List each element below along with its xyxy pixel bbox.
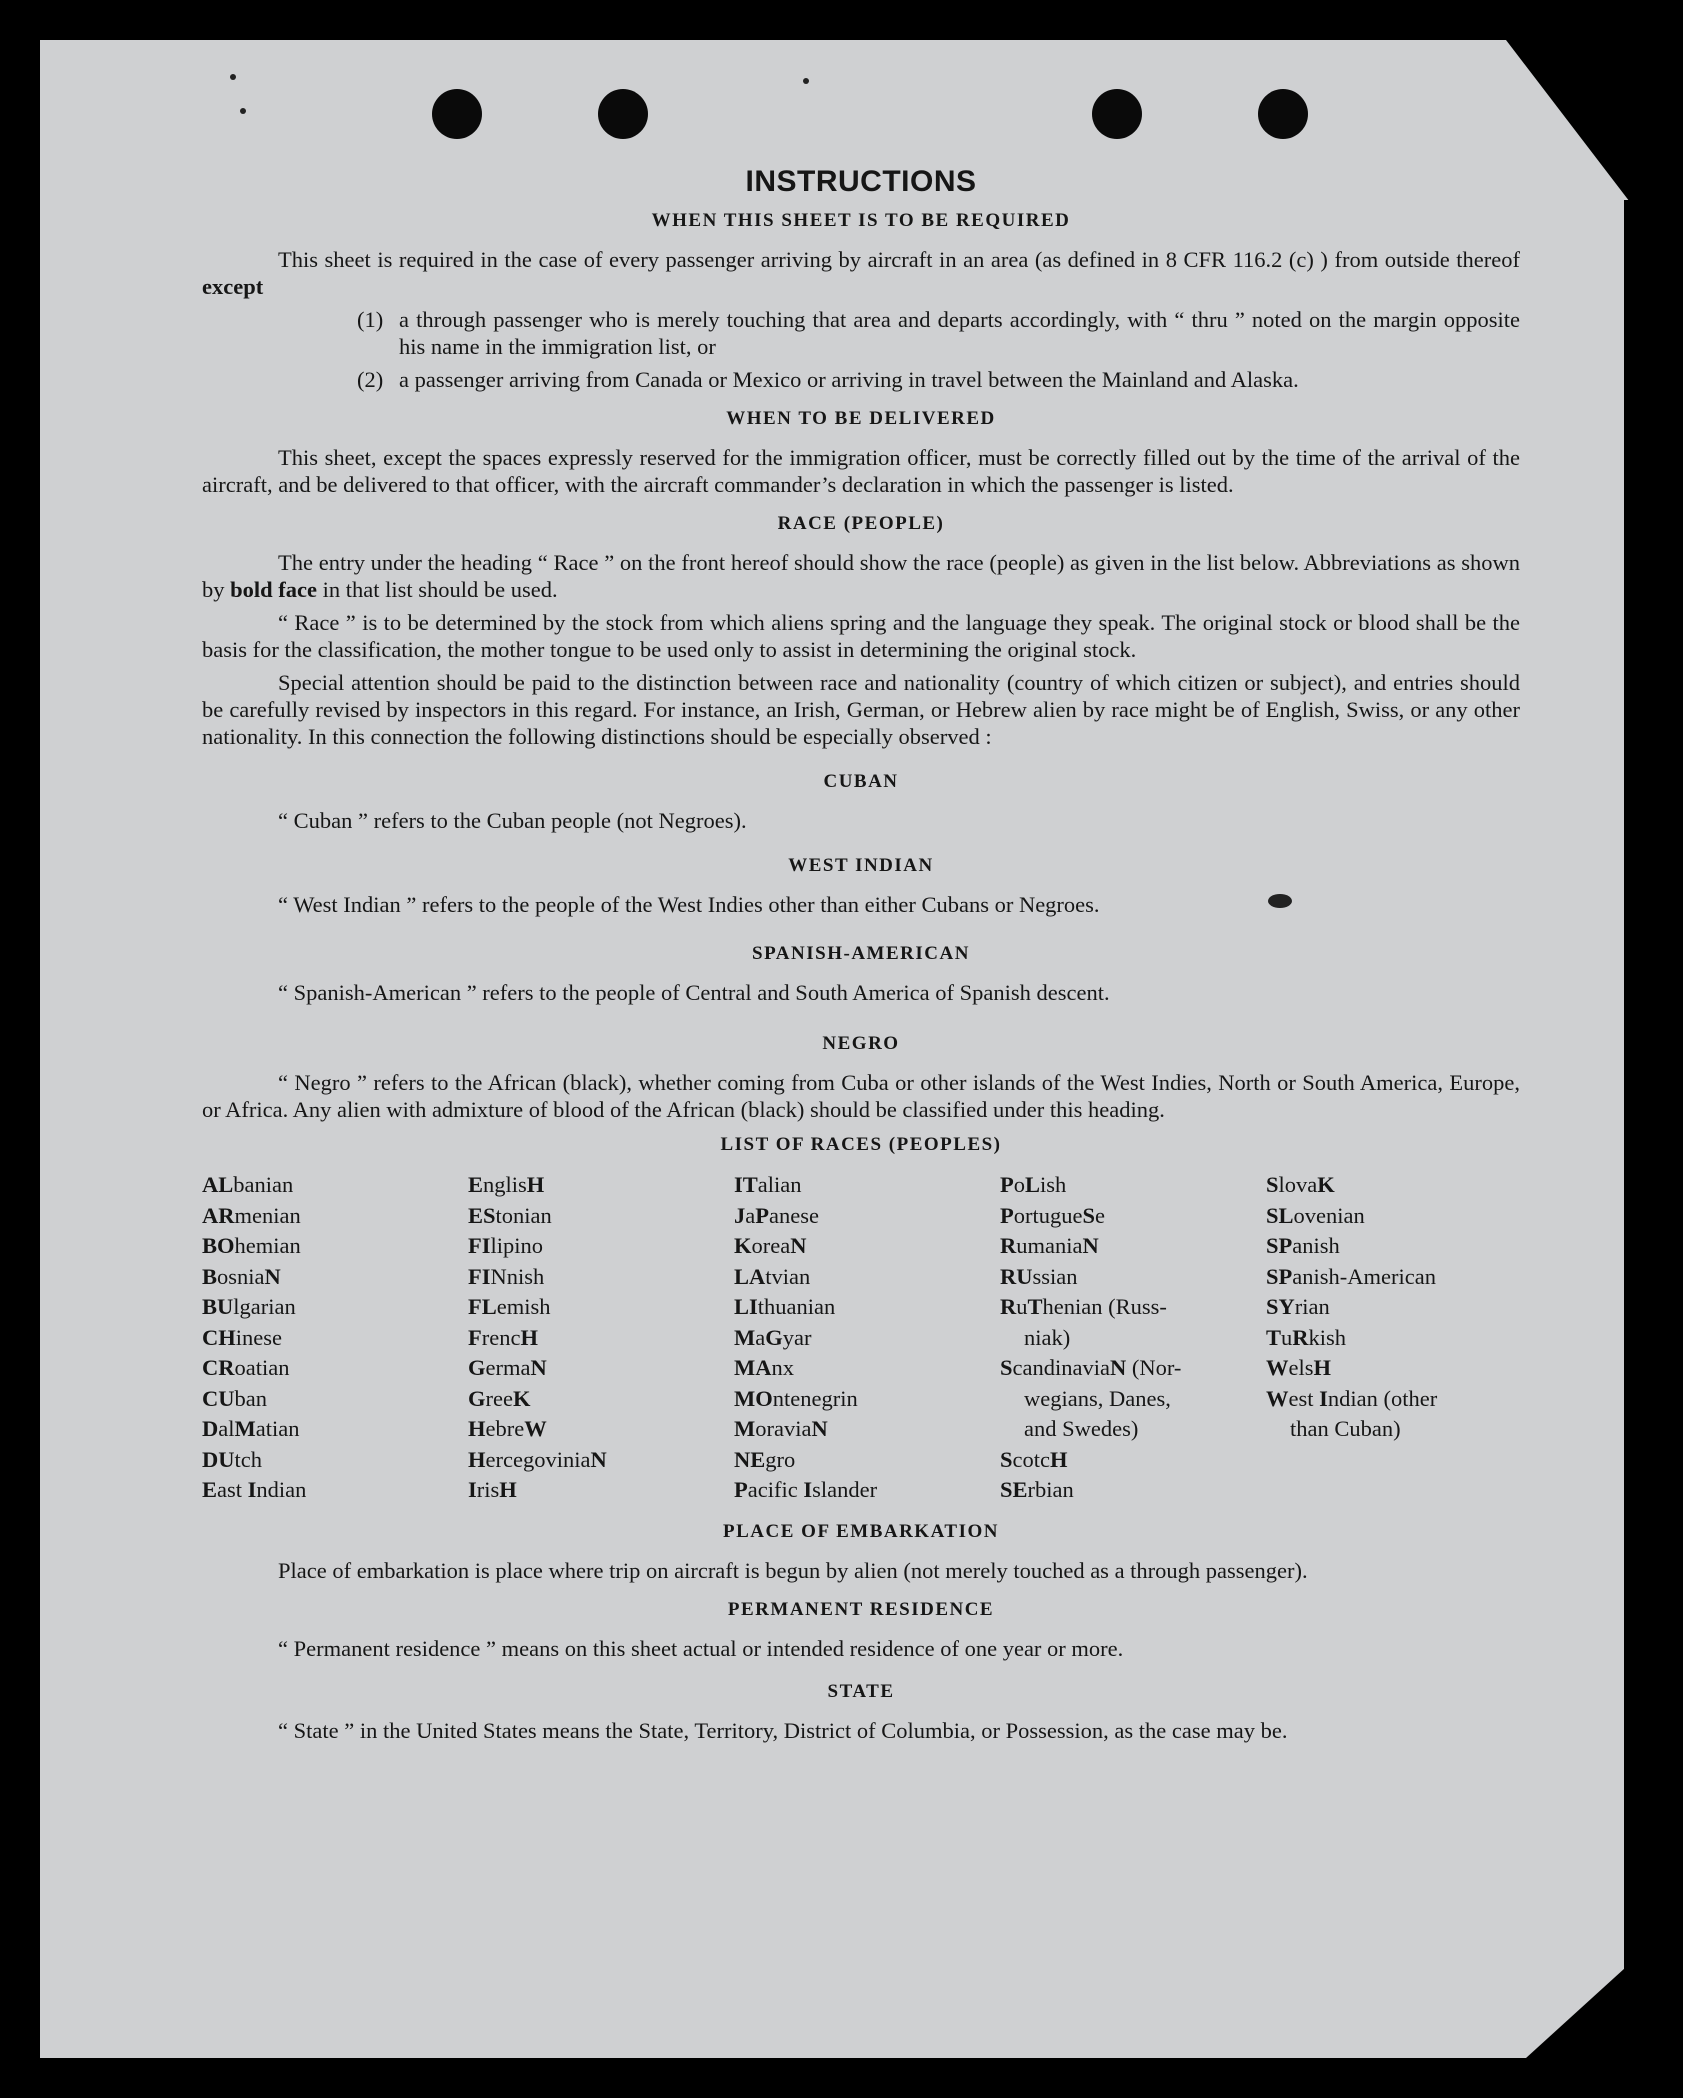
abbrev-letters: P [755,1202,769,1228]
abbrev-letters: W [1266,1385,1289,1411]
race-entry [1266,1353,1520,1384]
torn-edge [1624,200,1636,2050]
paragraph [202,549,1520,603]
race-entry [468,1384,734,1415]
race-text: (Nor- [1126,1355,1182,1380]
race-text: lipino [490,1233,544,1258]
section-heading: SPANISH-AMERICAN [752,943,970,964]
section-heading: NEGRO [822,1033,900,1054]
race-entry [468,1292,734,1323]
text: The entry under the heading “ Race ” on the front hereof should show the race (people) as given in the list below. Abbreviations as shown by [202,550,1520,602]
abbrev-letters: P [1000,1202,1014,1228]
abbrev-letters: FI [468,1233,491,1258]
abbrev-letters: CR [202,1355,235,1380]
abbrev-letters: K [734,1233,752,1258]
race-text: osnia [217,1263,265,1289]
paragraph [202,246,1520,300]
abbrev-letters: AR [202,1202,235,1228]
paragraph: “ Permanent residence ” means on this sheet actual or intended residence of one year or more. [278,1635,1124,1661]
abbrev-letters: LI [734,1294,758,1319]
race-text: ast [217,1477,248,1502]
abbrev-letters: K [1317,1172,1335,1197]
punch-hole [432,89,482,139]
race-text: henian (Russ- [1042,1294,1167,1319]
abbrev-letters: H [1313,1355,1332,1380]
abbrev-letters: NE [734,1446,766,1472]
race-entry [734,1353,1000,1384]
race-entry [1000,1445,1266,1476]
speck [240,108,246,114]
section-heading: WHEN THIS SHEET IS TO BE REQUIRED [651,210,1071,231]
abbrev-letters: RU [1000,1263,1033,1289]
race-entry [202,1292,468,1323]
section-heading: PERMANENT RESIDENCE [727,1598,995,1620]
race-text: anish-American [1292,1263,1436,1289]
race-entry [468,1445,734,1476]
race-column [202,1170,468,1506]
item-number: (2) [357,367,384,392]
race-text: niak) [1024,1324,1071,1350]
abbrev-letters: SL [1266,1202,1294,1228]
race-entry [468,1475,734,1506]
race-text: oravia [755,1416,812,1441]
abbrev-letters: N [590,1446,607,1472]
race-text: tonian [495,1202,552,1228]
race-text: ish [1040,1172,1067,1197]
abbrev-letters: FL [468,1294,497,1319]
torn-corner [1506,40,1636,210]
race-text: gro [765,1446,796,1472]
race-text: ris [476,1477,500,1502]
race-text: renc [481,1324,521,1350]
race-entry [1000,1384,1266,1415]
abbrev-letters: IT [734,1172,758,1197]
race-entry [202,1353,468,1384]
race-entry [1000,1353,1266,1384]
race-entry [468,1414,734,1445]
abbrev-letters: N [1109,1355,1127,1380]
abbrev-letters: LA [734,1263,766,1289]
race-text: banian [233,1172,294,1197]
race-text: than Cuban) [1290,1416,1401,1441]
abbrev-letters: M [234,1416,256,1441]
abbrev-letters: BO [202,1233,235,1258]
race-text: ndian (other [1327,1385,1438,1411]
race-text: els [1288,1355,1314,1380]
race-text: anish [1292,1233,1340,1258]
item-number: (1) [357,307,384,332]
abbrev-letters: S [1266,1172,1279,1197]
race-entry [734,1445,1000,1476]
paragraph: “ Cuban ” refers to the Cuban people (not Negroes). [278,808,747,833]
race-entry [734,1292,1000,1323]
abbrev-letters: W [1266,1355,1289,1380]
races-list [202,1170,1520,1506]
abbrev-letters: I [247,1477,257,1502]
race-entry [1266,1384,1520,1415]
race-text: a [755,1324,766,1350]
race-text: emish [496,1294,551,1319]
race-entry [1266,1262,1520,1293]
race-text: tvian [765,1263,811,1289]
race-column [1266,1170,1520,1506]
text: in that list should be used. [322,577,558,602]
abbrev-letters: MA [734,1355,772,1380]
race-text: lova [1278,1172,1318,1197]
race-text: yar [782,1324,812,1350]
race-text: and Swedes) [1024,1416,1139,1441]
race-text: candinavia [1012,1355,1110,1380]
abbrev-letters: R [1000,1233,1017,1258]
abbrev-letters: G [468,1355,486,1380]
abbrev-letters: FI [468,1263,491,1289]
race-text: rbian [1027,1477,1074,1502]
race-text: al [218,1416,235,1441]
race-entry [468,1170,734,1201]
paragraph: “ Race ” is to be determined by the stock from which aliens spring and the language they speak. The original stock or blood shall be the basis for the classification, the mother tongue to be used only to assist in determining the original stock. [202,610,1520,662]
abbrev-letters: L [1025,1172,1041,1197]
race-text: atian [255,1416,300,1441]
race-entry [1000,1201,1266,1232]
abbrev-letters: N [790,1233,807,1258]
race-text: ndian [256,1477,307,1502]
race-entry [202,1414,468,1445]
race-entry [1266,1170,1520,1201]
race-text: lgarian [233,1294,296,1319]
abbrev-letters: I [1319,1385,1328,1411]
race-text: alian [757,1172,802,1197]
race-entry [1266,1231,1520,1262]
abbrev-letters: B [202,1263,218,1289]
race-entry [734,1231,1000,1262]
race-entry [202,1384,468,1415]
race-entry [202,1170,468,1201]
abbrev-letters: M [734,1416,756,1441]
abbrev-letters: R [1000,1294,1017,1319]
abbrev-letters: H [526,1172,545,1197]
race-entry [1266,1201,1520,1232]
section-heading: WHEN TO BE DELIVERED [726,408,996,429]
race-text: ovenian [1293,1202,1365,1228]
abbrev-letters: MO [734,1385,773,1411]
race-text: tch [234,1446,262,1472]
page-title: INSTRUCTIONS [745,165,977,198]
race-text: kish [1308,1324,1347,1350]
item-text: a passenger arriving from Canada or Mexico or arriving in travel between the Mainland and Alaska. [399,367,1299,392]
race-entry [1266,1292,1520,1323]
race-entry [1000,1414,1266,1445]
abbrev-letters: E [468,1172,484,1197]
abbrev-letters: E [202,1477,218,1502]
abbrev-letters: SP [1266,1233,1293,1258]
abbrev-letters: R [1292,1324,1309,1350]
paragraph: “ State ” in the United States means the State, Territory, District of Columbia, or Possession, as the case may be. [278,1717,1288,1743]
race-text: ortugue [1013,1202,1083,1228]
race-text: nx [771,1355,794,1380]
race-text: ntenegrin [772,1385,858,1411]
race-entry [734,1262,1000,1293]
race-entry [734,1323,1000,1354]
abbrev-letters: P [734,1477,748,1502]
race-entry [1000,1292,1266,1323]
section-heading: WEST INDIAN [788,855,934,876]
section-heading: PLACE OF EMBARKATION [723,1520,999,1542]
race-text: anese [769,1202,819,1228]
race-text: thuanian [757,1294,836,1319]
race-entry [202,1445,468,1476]
race-column [734,1170,1000,1506]
race-text: o [1013,1172,1025,1197]
abbrev-letters: K [512,1385,531,1411]
race-entry [1000,1231,1266,1262]
paragraph: Place of embarkation is place where trip on aircraft is begun by alien (not merely touched as a through passenger). [278,1557,1308,1583]
paragraph: Special attention should be paid to the distinction between race and nationality (country of which citizen or subject), and entries should be carefully revised by inspectors in this regard. For instance, an Irish, German, or Hebrew alien by race might be of English, Swiss, or any other nationality. In this connection the following distinctions should be especially observed : [202,670,1520,749]
punch-hole [1092,89,1142,139]
race-text: u [1016,1294,1028,1319]
section-heading: CUBAN [823,771,899,792]
paragraph: “ Spanish-American ” refers to the people of Central and South America of Spanish descent. [278,980,1110,1005]
race-entry [202,1201,468,1232]
abbrev-letters: DU [202,1446,235,1472]
race-entry [1000,1323,1266,1354]
folded-corner [1526,1958,1636,2058]
race-entry [468,1323,734,1354]
abbrev-letters: S [1082,1202,1095,1228]
race-text: umania [1016,1233,1083,1258]
abbrev-letters: J [734,1202,746,1228]
text: This sheet is required in the case of every passenger arriving by aircraft in an area (as defined in 8 CFR 116.2 (c) ) from outside thereof [278,247,1520,272]
race-entry [734,1475,1000,1506]
abbrev-letters: I [468,1477,477,1502]
race-entry [468,1262,734,1293]
abbrev-letters: H [520,1324,538,1350]
race-text: ban [234,1385,267,1411]
abbrev-letters: T [1027,1294,1043,1319]
abbrev-letters: D [202,1416,219,1441]
instructions-content [202,165,1520,1750]
abbrev-letters: H [499,1477,517,1502]
race-column [468,1170,734,1506]
abbrev-letters: ES [468,1202,496,1228]
race-entry [202,1231,468,1262]
race-text: acific [747,1477,804,1502]
race-text: est [1288,1385,1320,1411]
abbrev-letters: SE [1000,1477,1028,1502]
abbrev-letters: BU [202,1294,234,1319]
abbrev-letters: SY [1266,1294,1295,1319]
item-text: a through passenger who is merely touching that area and departs accordingly, with “ thru ” noted on the margin opposite his name in the immigration list, or [399,307,1520,359]
section-heading: LIST OF RACES (PEOPLES) [720,1134,1002,1155]
speck [803,78,809,84]
race-text: e [1095,1202,1105,1228]
abbrev-letters: H [1050,1446,1068,1472]
abbrev-letters: H [468,1416,486,1441]
race-text: rian [1294,1294,1330,1319]
abbrev-letters: CH [202,1324,236,1350]
abbrev-letters: G [765,1324,783,1350]
race-text: u [1281,1324,1293,1350]
bold-text: bold face [230,577,317,602]
bold-text: except [202,274,264,299]
abbrev-letters: N [1082,1233,1099,1258]
race-text: ercegovinia [485,1446,591,1472]
race-text: inese [235,1324,282,1350]
abbrev-letters: H [468,1446,486,1472]
paragraph: “ Negro ” refers to the African (black), whether coming from Cuba or other islands of the West Indies, North or South America, Europe, or Africa. Any alien with admixture of blood of the African (black) should be classified under this heading. [202,1070,1520,1122]
abbrev-letters: N [530,1355,547,1380]
race-entry [1266,1414,1520,1445]
race-entry [734,1414,1000,1445]
race-entry [202,1475,468,1506]
abbrev-letters: S [1000,1355,1013,1380]
race-entry [734,1201,1000,1232]
punch-hole [1258,89,1308,139]
abbrev-letters: P [1000,1172,1014,1197]
abbrev-letters: F [468,1324,482,1350]
document-page [40,40,1636,2058]
list-item [357,366,1520,393]
race-entry [468,1201,734,1232]
race-entry [734,1170,1000,1201]
race-entry [1266,1323,1520,1354]
race-entry [468,1231,734,1262]
race-entry [1000,1262,1266,1293]
list-item [357,306,1520,360]
race-text: ssian [1032,1263,1078,1289]
section-heading: STATE [827,1680,895,1702]
race-text: orea [751,1233,791,1258]
abbrev-letters: T [1266,1324,1282,1350]
abbrev-letters: CU [202,1385,235,1411]
race-text: nglis [483,1172,527,1197]
race-text: nish [506,1263,545,1289]
race-entry [202,1262,468,1293]
race-text: a [745,1202,756,1228]
abbrev-letters: G [468,1385,486,1411]
race-entry [1000,1475,1266,1506]
race-text: N [490,1263,507,1289]
section-heading: RACE (PEOPLE) [777,513,945,534]
abbrev-letters: N [264,1263,281,1289]
race-entry [202,1323,468,1354]
abbrev-letters: SP [1266,1263,1293,1289]
abbrev-letters: M [734,1324,756,1350]
race-text: slander [812,1477,878,1502]
race-entry [468,1353,734,1384]
abbrev-letters: AL [202,1172,234,1197]
race-entry [1000,1170,1266,1201]
race-text: oatian [234,1355,290,1380]
race-text: cotc [1012,1446,1050,1472]
race-text: ebre [485,1416,525,1441]
race-text: menian [234,1202,301,1228]
abbrev-letters: I [803,1477,813,1502]
abbrev-letters: S [1000,1446,1013,1472]
race-text: erma [485,1355,531,1380]
race-text: hemian [234,1233,301,1258]
race-text: ree [485,1385,513,1411]
abbrev-letters: W [524,1416,547,1441]
paragraph: This sheet, except the spaces expressly reserved for the immigration officer, must be correctly filled out by the time of the arrival of the aircraft, and be delivered to that officer, with the aircraft commander’s declaration in which the passenger is listed. [202,445,1520,497]
punch-hole [598,89,648,139]
race-column [1000,1170,1266,1506]
race-text: wegians, Danes, [1024,1385,1171,1411]
abbrev-letters: N [811,1416,828,1441]
paragraph: “ West Indian ” refers to the people of the West Indies other than either Cubans or Negroes. [278,892,1100,917]
race-entry [734,1384,1000,1415]
speck [230,74,236,80]
